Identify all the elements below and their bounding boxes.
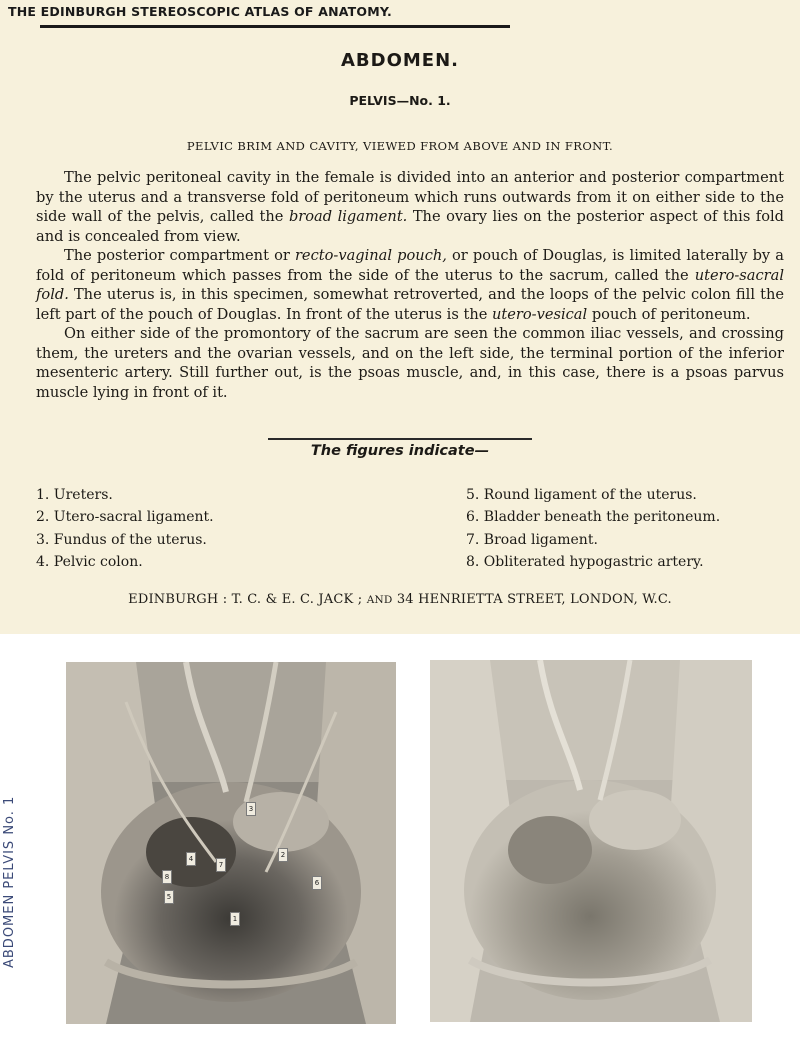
publisher-imprint: EDINBURGH : T. C. & E. C. JACK ; AND 34 HENRIETTA STREET, LONDON, W.C.: [128, 592, 672, 607]
figures-heading: The figures indicate—: [310, 443, 490, 459]
label-tag: 3: [246, 802, 256, 816]
legend-item: 6. Bladder beneath the peritoneum.: [466, 509, 721, 526]
label-tag: 1: [230, 912, 240, 926]
anatomy-photo-left: [66, 662, 396, 1024]
legend-item: 2. Utero-sacral ligament.: [36, 509, 214, 526]
paragraph-1: The pelvic peritoneal cavity in the female is divided into an anterior and posterior compartment by the uterus and a transverse fold of peritoneum which runs outwards from it on either side to the side wall of the pelvis, called the broad ligament. The ovary lies on the posterior aspect of this fold and is concealed from view.: [36, 169, 784, 245]
description-text: [36, 168, 784, 402]
paragraph-2: The posterior compartment or recto-vaginal pouch, or pouch of Douglas, is limited laterally by a fold of peritoneum which passes from the side of the uterus to the sacrum, called the utero-sacral fold. The uterus is, in this specimen, somewhat retroverted, and the loops of the pelvic colon fill the left part of the pouch of Douglas. In front of the uterus is the utero-vesical pouch of peritoneum.: [36, 247, 784, 323]
label-tag: 4: [186, 852, 196, 866]
running-head: THE EDINBURGH STEREOSCOPIC ATLAS OF ANATOMY.: [8, 4, 392, 19]
legend-item: 4. Pelvic colon.: [36, 553, 143, 570]
legend-right-column: [466, 484, 786, 573]
legend-item: 5. Round ligament of the uterus.: [466, 487, 697, 503]
stereo-photo-right: [430, 660, 752, 1022]
plate-caption: PELVIC BRIM AND CAVITY, VIEWED FROM ABOVE AND IN FRONT.: [186, 139, 614, 153]
legend-item: 7. Broad ligament.: [466, 531, 598, 548]
plate-subtitle: PELVIS—No. 1.: [349, 93, 451, 108]
header-rule: [40, 25, 510, 28]
anatomy-photo-right: [430, 660, 752, 1022]
mount-side-label: ABDOMEN PELVIS No. 1: [2, 795, 17, 968]
label-tag: 5: [164, 890, 174, 904]
stereo-photo-left: [66, 662, 396, 1024]
section-title: ABDOMEN.: [340, 50, 459, 71]
legend-item: 8. Obliterated hypogastric artery.: [466, 553, 704, 570]
label-tag: 7: [216, 858, 226, 872]
paragraph-3: On either side of the promontory of the sacrum are seen the common iliac vessels, and crossing them, the ureters and the ovarian vessels, and on the left side, the terminal portion of the inferior mesenteric artery. Still further out, is the psoas muscle, and, in this case, there is a psoas parvus muscle lying in front of it.: [36, 325, 784, 401]
label-tag: 2: [278, 848, 288, 862]
label-tag: 6: [312, 876, 322, 890]
legend-left-column: [36, 484, 396, 573]
label-tag: 8: [162, 870, 172, 884]
legend-item: 1. Ureters.: [36, 487, 113, 503]
section-divider: [268, 438, 532, 440]
legend-item: 3. Fundus of the uterus.: [36, 531, 207, 548]
